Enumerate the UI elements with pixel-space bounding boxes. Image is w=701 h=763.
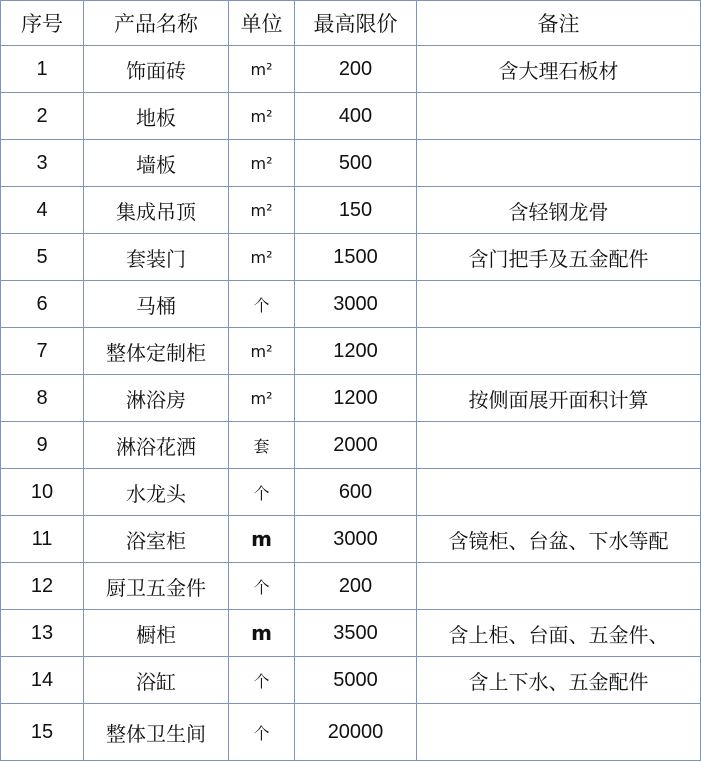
note-cell	[417, 704, 701, 761]
product-name-cell: 浴缸	[84, 657, 229, 704]
table-row	[1, 516, 701, 563]
table-row	[1, 375, 701, 422]
note-cell: 含大理石板材	[417, 46, 701, 93]
row-no-cell: 9	[1, 422, 84, 469]
note-cell	[417, 563, 701, 610]
product-name-cell: 淋浴房	[84, 375, 229, 422]
unit-cell: 个	[229, 281, 295, 328]
row-no-cell: 10	[1, 469, 84, 516]
product-name-cell: 整体卫生间	[84, 704, 229, 761]
max-price-cell: 1500	[295, 234, 417, 281]
note-cell	[417, 140, 701, 187]
row-no-cell: 7	[1, 328, 84, 375]
row-no-cell: 6	[1, 281, 84, 328]
row-no-cell: 4	[1, 187, 84, 234]
header-no: 序号	[1, 1, 84, 46]
row-no-cell: 2	[1, 93, 84, 140]
max-price-cell: 2000	[295, 422, 417, 469]
unit-cell: 个	[229, 563, 295, 610]
table-row	[1, 187, 701, 234]
unit-cell: m²	[229, 187, 295, 234]
table-row	[1, 469, 701, 516]
unit-cell: m	[229, 516, 295, 563]
note-cell: 含上下水、五金配件	[417, 657, 701, 704]
product-name-cell: 水龙头	[84, 469, 229, 516]
max-price-cell: 5000	[295, 657, 417, 704]
product-name-cell: 浴室柜	[84, 516, 229, 563]
max-price-cell: 3000	[295, 516, 417, 563]
header-product-name: 产品名称	[84, 1, 229, 46]
table-row	[1, 563, 701, 610]
row-no-cell: 14	[1, 657, 84, 704]
max-price-cell: 200	[295, 46, 417, 93]
header-unit: 单位	[229, 1, 295, 46]
header-note: 备注	[417, 1, 701, 46]
max-price-cell: 1200	[295, 328, 417, 375]
row-no-cell: 3	[1, 140, 84, 187]
note-cell	[417, 328, 701, 375]
table-row	[1, 234, 701, 281]
note-cell	[417, 281, 701, 328]
unit-cell: m²	[229, 328, 295, 375]
table-body	[1, 46, 701, 761]
max-price-cell: 1200	[295, 375, 417, 422]
table-header-row	[1, 1, 701, 46]
max-price-cell: 500	[295, 140, 417, 187]
row-no-cell: 11	[1, 516, 84, 563]
unit-cell: m²	[229, 93, 295, 140]
note-cell: 含镜柜、台盆、下水等配	[417, 516, 701, 563]
max-price-cell: 20000	[295, 704, 417, 761]
note-cell: 按侧面展开面积计算	[417, 375, 701, 422]
unit-cell: m²	[229, 140, 295, 187]
row-no-cell: 12	[1, 563, 84, 610]
note-cell	[417, 469, 701, 516]
note-cell	[417, 93, 701, 140]
row-no-cell: 8	[1, 375, 84, 422]
max-price-cell: 3000	[295, 281, 417, 328]
unit-cell: m²	[229, 234, 295, 281]
product-name-cell: 马桶	[84, 281, 229, 328]
product-name-cell: 橱柜	[84, 610, 229, 657]
product-name-cell: 地板	[84, 93, 229, 140]
max-price-cell: 400	[295, 93, 417, 140]
product-name-cell: 套装门	[84, 234, 229, 281]
product-name-cell: 饰面砖	[84, 46, 229, 93]
unit-cell: 个	[229, 657, 295, 704]
row-no-cell: 1	[1, 46, 84, 93]
max-price-cell: 200	[295, 563, 417, 610]
max-price-cell: 600	[295, 469, 417, 516]
table-row	[1, 328, 701, 375]
table-row	[1, 610, 701, 657]
max-price-cell: 150	[295, 187, 417, 234]
row-no-cell: 15	[1, 704, 84, 761]
row-no-cell: 5	[1, 234, 84, 281]
table-row	[1, 93, 701, 140]
product-name-cell: 淋浴花洒	[84, 422, 229, 469]
max-price-cell: 3500	[295, 610, 417, 657]
product-name-cell: 墙板	[84, 140, 229, 187]
note-cell: 含门把手及五金配件	[417, 234, 701, 281]
note-cell: 含上柜、台面、五金件、	[417, 610, 701, 657]
note-cell: 含轻钢龙骨	[417, 187, 701, 234]
unit-cell: 个	[229, 704, 295, 761]
table-row	[1, 422, 701, 469]
header-max-price: 最高限价	[295, 1, 417, 46]
table-row	[1, 281, 701, 328]
row-no-cell: 13	[1, 610, 84, 657]
product-name-cell: 厨卫五金件	[84, 563, 229, 610]
table-row	[1, 140, 701, 187]
table-row	[1, 704, 701, 761]
product-name-cell: 整体定制柜	[84, 328, 229, 375]
product-name-cell: 集成吊顶	[84, 187, 229, 234]
table-row	[1, 46, 701, 93]
unit-cell: m²	[229, 375, 295, 422]
unit-cell: 个	[229, 469, 295, 516]
note-cell	[417, 422, 701, 469]
unit-cell: m	[229, 610, 295, 657]
table-row	[1, 657, 701, 704]
unit-cell: m²	[229, 46, 295, 93]
unit-cell: 套	[229, 422, 295, 469]
